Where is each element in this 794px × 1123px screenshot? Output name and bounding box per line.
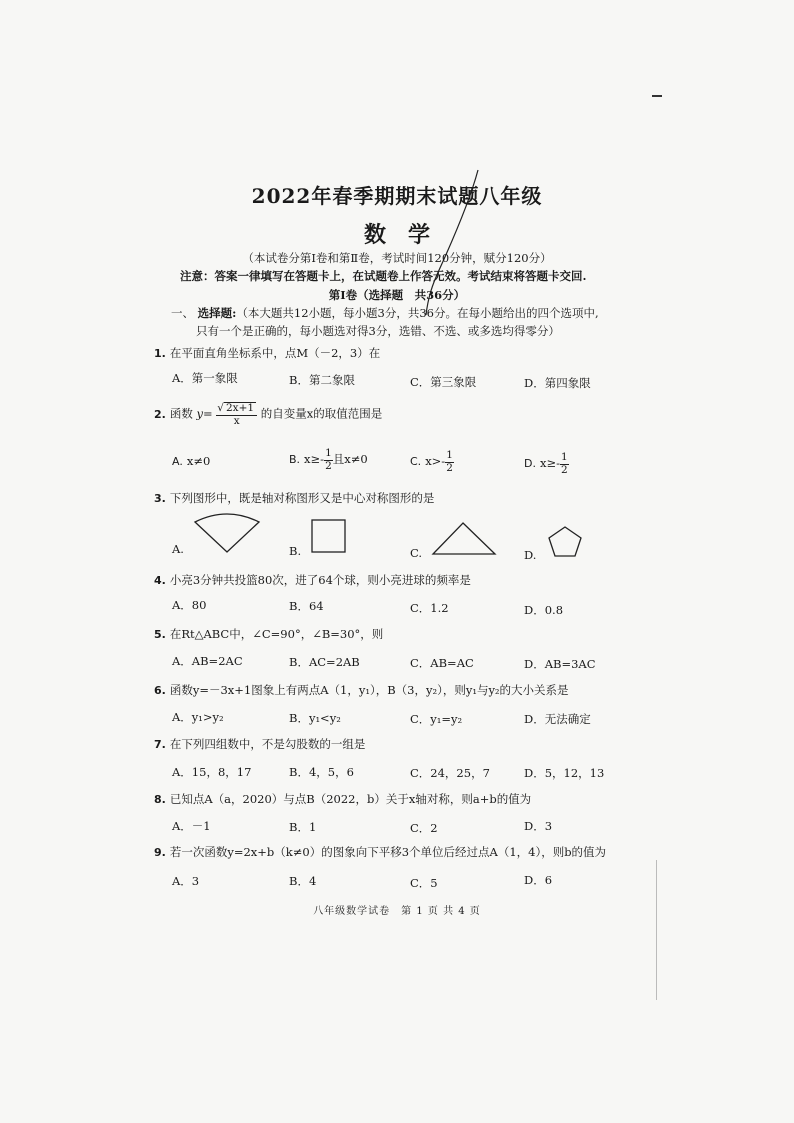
option-a: A．第一象限 [172,371,238,385]
option-d: D．第四象限 [524,376,591,390]
question-text: 下列图形中，既是轴对称图形又是中心对称图形的是 [169,491,435,505]
option-d: D．无法确定 [524,712,591,726]
question-4 [154,572,471,588]
option-a: A．y₁>y₂ [172,710,224,724]
question-text: 函数y=－3x+1图象上有两点A（1，y₁），B（3，y₂），则y₁与y₂的大小关系是 [169,683,569,697]
option-b: B. x≥- $\frac{1}{2}$ 且x≠0 [289,447,368,472]
question-number: 5. [154,628,166,641]
option-c: C．y₁=y₂ [410,712,463,726]
exam-title: 2022年春季期期末试题八年级 [251,184,543,208]
option-d: D．6 [524,873,553,887]
question-2 [154,402,382,427]
question-6 [154,682,569,698]
question-text: 已知点A（a，2020）与点B（2022，b）关于x轴对称，则a+b的值为 [169,792,532,806]
equals-sign: = [203,406,213,421]
option-a: A．－1 [172,819,211,833]
question-3 [154,490,434,506]
question-number: 6. [154,684,166,697]
section-instructions-2: 只有一个是正确的，每小题选对得3分，选错、不选、或多选均得零分） [196,324,560,338]
option-b: B．1 [289,820,317,834]
question-9 [154,844,606,860]
question-number: 1. [154,347,166,360]
function-var: y [196,406,203,421]
question-number: 2. [154,407,166,421]
option-b: B．y₁<y₂ [289,711,341,725]
section-label: 一、 [171,306,194,320]
option-c: C．2 [410,821,438,835]
question-text: 在Rt△ABC中，∠C=90°，∠B=30°，则 [169,627,384,641]
question-number: 9. [154,846,166,859]
option-c: C．24，25，7 [410,766,490,780]
question-text: 若一次函数y=2x+b（k≠0）的图象向下平移3个单位后经过点A（1，4），则b的值为 [169,845,607,859]
page-footer: 八年级数学试卷 第 1 页 共 4 页 [313,906,481,917]
option-d: D. [524,548,537,562]
option-b: B．AC=2AB [289,655,360,669]
question-prefix: 函数 [169,406,193,421]
option-b: B．4 [289,874,317,888]
function-fraction: $\frac{√ 2x+1}{x}$ [216,402,257,427]
option-a: A. x≠0 [172,454,211,468]
volume-title: 第Ⅰ卷（选择题 共36分） [328,288,466,302]
option-a: A. [172,542,184,556]
option-d: D．0.8 [524,603,564,617]
option-a: A．15，8，17 [172,765,252,779]
question-text: 小亮3分钟共投篮80次，进了64个球，则小亮进球的频率是 [169,573,471,587]
question-number: 3. [154,492,166,505]
exam-info: （本试卷分第Ⅰ卷和第Ⅱ卷，考试时间120分钟，赋分120分） [242,251,552,265]
question-5 [154,626,383,642]
option-d: D．AB=3AC [524,657,596,671]
question-text: 在下列四组数中，不是勾股数的一组是 [169,737,366,751]
denominator: x [233,414,240,427]
question-number: 8. [154,793,166,806]
sector-shape-icon [192,512,262,554]
radicand: 2x+1 [226,402,255,414]
option-b: B．64 [289,599,324,613]
section-header [171,305,599,321]
subject-title: 数学 [363,222,452,248]
scan-edge-line [656,860,657,1000]
question-text: 在平面直角坐标系中，点M（－2，3）在 [169,346,381,360]
question-1 [154,345,380,361]
question-7 [154,736,365,752]
question-suffix: 的自变量x的取值范围是 [260,406,383,421]
option-a: A．80 [172,598,207,612]
option-d: D. x≥- $\frac{1}{2}$ [524,451,568,476]
pentagon-shape-icon [546,525,584,559]
option-d: D．5，12，13 [524,766,605,780]
square-shape-icon [310,518,348,554]
question-8 [154,791,531,807]
option-c: C. x>- $\frac{1}{2}$ [410,449,453,474]
option-d: D．3 [524,819,553,833]
option-c: C．5 [410,876,438,890]
option-c: C．第三象限 [410,375,477,389]
question-number: 7. [154,738,166,751]
triangle-shape-icon [430,520,498,558]
option-b: B．第二象限 [289,373,355,387]
question-number: 4. [154,574,166,587]
option-c: C．AB=AC [410,656,474,670]
option-b: B．4，5，6 [289,765,354,779]
option-c: C．1.2 [410,601,449,615]
option-a: A．3 [172,874,200,888]
option-a: A．AB=2AC [172,654,243,668]
section-name: 选择题: [197,306,237,320]
option-b: B. [289,544,302,558]
exam-notice: 注意：答案一律填写在答题卡上，在试题卷上作答无效。考试结束将答题卡交回. [180,269,587,283]
section-instructions-1: （本大题共12小题，每小题3分，共36分。在每小题给出的四个选项中, [236,306,599,320]
option-c: C. [410,546,423,560]
